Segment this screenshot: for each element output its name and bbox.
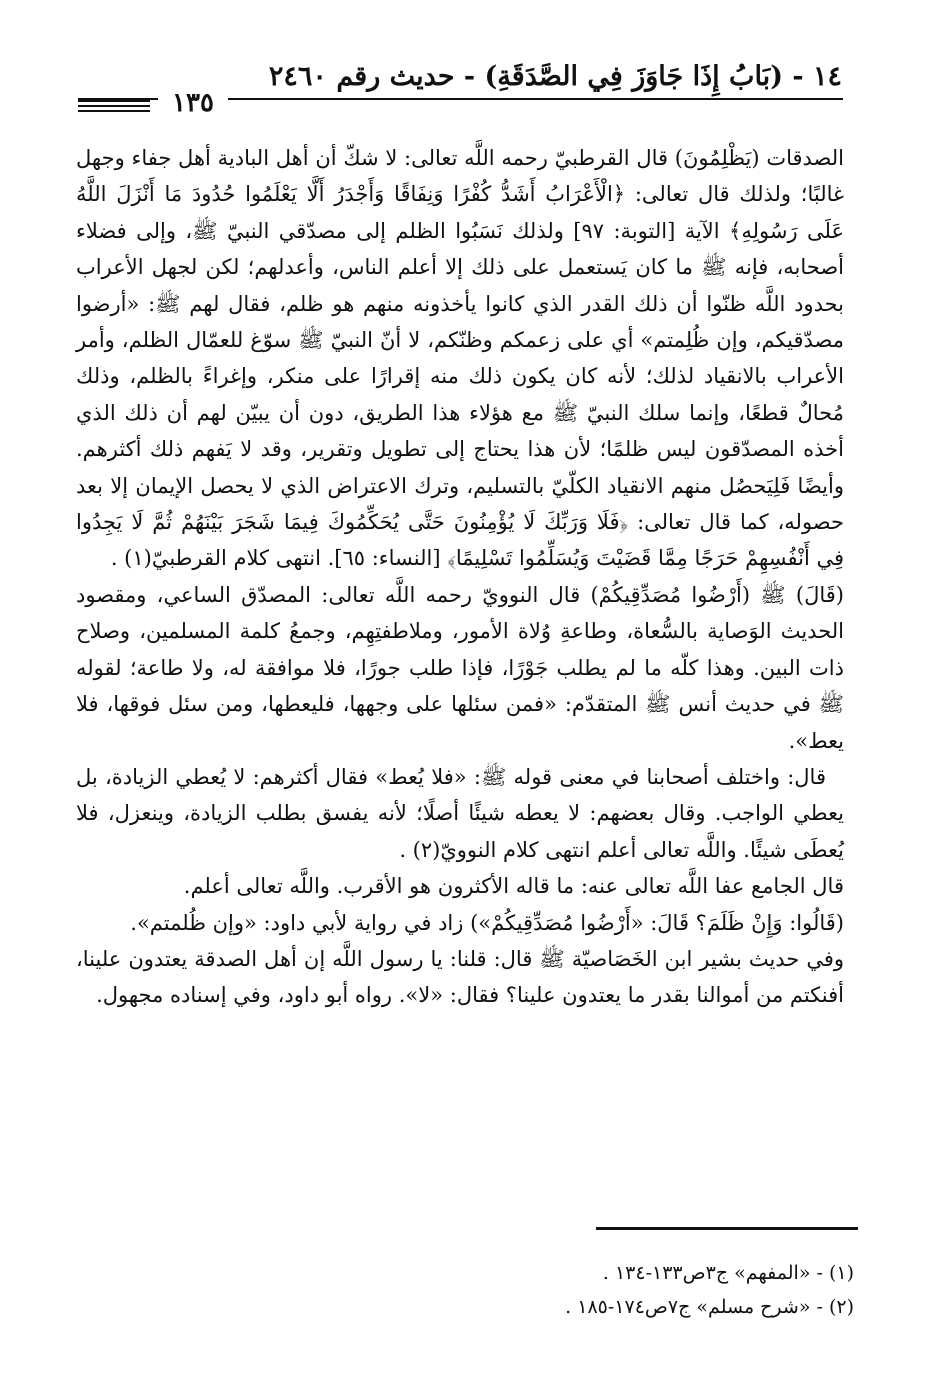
page-header-title: ١٤ - (بَابُ إِذَا جَاوَزَ فِي الصَّدَقَةِ) - حديث رقم ٢٤٦٠ xyxy=(268,61,842,92)
paragraph-qurtubi: الصدقات (يَظْلِمُونَ) قال القرطبيّ رحمه اللَّه تعالى: لا شكّ أن أهل البادية أهل جفاء وجهل غالبًا؛ ولذلك قال تعالى: ﴿الْأَعْرَابُ أَشَدُّ كُفْرًا وَنِفَاقًا وَأَجْدَرُ أَلَّا يَعْلَمُوا حُدُودَ مَا أَنْزَلَ اللَّهُ عَلَى رَسُولِهِ﴾ الآية [التوبة: ٩٧] ولذلك نَسَبُوا الظلم إلى مصدّقي النبيّ ﷺ، وإلى فضلاء أصحابه، فإنه ﷺ ما كان يَستعمل على ذلك إلا أعلم الناس، وأعدلهم؛ لكن لجهل الأعراب بحدود اللَّه ظنّوا أن ذلك القدر الذي كانوا يأخذونه منهم هو ظلم، فقال لهم ﷺ: «أرضوا مصدّقيكم، وإن ظُلِمتم» أي على زعمكم وظنّكم، لا أنّ النبيّ ﷺ سوّغ للعمّال الظلم، وأمر الأعراب بالانقياد لذلك؛ لأنه كان يكون ذلك منه إقرارًا على منكر، وإغراءً بالظلم، وذلك مُحالٌ قطعًا، وإنما سلك النبيّ ﷺ مع هؤلاء هذا الطريق، دون أن يبيّن لهم أن ذلك الذي أخذه المصدّقون ليس ظلمًا؛ لأن هذا يحتاج إلى تطويل وتقرير، وقد لا يَفهم ذلك أكثرهم. وأيضًا فَلِيَحصُل منهم الانقياد الكلّيّ بالتسليم، وترك الاعتراض الذي لا يحصل الإيمان إلا بعد حصوله، كما قال تعالى: ﴿فَلَا وَرَبِّكَ لَا يُؤْمِنُونَ حَتَّى يُحَكِّمُوكَ فِيمَا شَجَرَ بَيْنَهُمْ ثُمَّ لَا يَجِدُوا فِي أَنْفُسِهِمْ حَرَجًا مِمَّا قَضَيْتَ وَيُسَلِّمُوا تَسْلِيمًا﴾ [النساء: ٦٥]. انتهى كلام القرطبيّ(١) . xyxy=(76,146,844,571)
page-number: ١٣٥ xyxy=(158,88,228,118)
page-number-ornament xyxy=(78,100,150,115)
main-text xyxy=(76,140,844,1014)
paragraph-nawawi: (قَالَ) ﷺ (أَرْضُوا مُصَدِّقِيكُمْ) قال النوويّ رحمه اللَّه تعالى: المصدّق الساعي، ومقصود الحديث الوَصاية بالسُّعاة، وطاعةِ وُلاة الأمور، وملاطفتِهِم، وجمعُ كلمة المسلمين، وصلاح ذات البين. وهذا كلّه ما لم يطلب جَوْرًا، فإذا طلب جورًا، فلا موافقة له، ولا طاعة؛ لقوله ﷺ في حديث أنس ﷺ المتقدّم: «فمن سئلها على وجهها، فليعطها، ومن سئل فوقها، فلا يعط». xyxy=(76,582,844,753)
footnotes xyxy=(450,1256,854,1324)
paragraph-ikhtalaf: قال: واختلف أصحابنا في معنى قوله ﷺ: «فلا يُعط» فقال أكثرهم: لا يُعطي الزيادة، بل يعطي الواجب. وقال بعضهم: لا يعطه شيئًا أصلًا؛ لأنه يفسق بطلب الزيادة، وينعزل، فلا يُعطَى شيئًا. واللَّه تعالى أعلم انتهى كلام النوويّ(٢) . xyxy=(76,764,844,862)
paragraph-qalu: (قَالُوا: وَإِنْ ظَلَمَ؟ قَالَ: «أَرْضُوا مُصَدِّقِيكُمْ») زاد في رواية لأبي داود: «وإن ظُلمتم». xyxy=(130,910,844,935)
footnote-rule xyxy=(596,1227,858,1230)
footnote-1: (١) - «المفهم» ج٣ص١٣٣-١٣٤ . xyxy=(602,1262,854,1284)
paragraph-bashir: وفي حديث بشير ابن الخَصَاصيّة ﷺ قال: قلنا: يا رسول اللَّه إن أهل الصدقة يعتدون علينا، أفنكتم من أموالنا بقدر ما يعتدون علينا؟ فقال: «لا». رواه أبو داود، وفي إسناده مجهول. xyxy=(76,946,844,1008)
footnote-2: (٢) - «شرح مسلم» ج٧ص١٧٤-١٨٥ . xyxy=(565,1296,854,1318)
paragraph-jami: قال الجامع عفا اللَّه تعالى عنه: ما قاله الأكثرون هو الأقرب. واللَّه تعالى أعلم. xyxy=(183,874,844,899)
